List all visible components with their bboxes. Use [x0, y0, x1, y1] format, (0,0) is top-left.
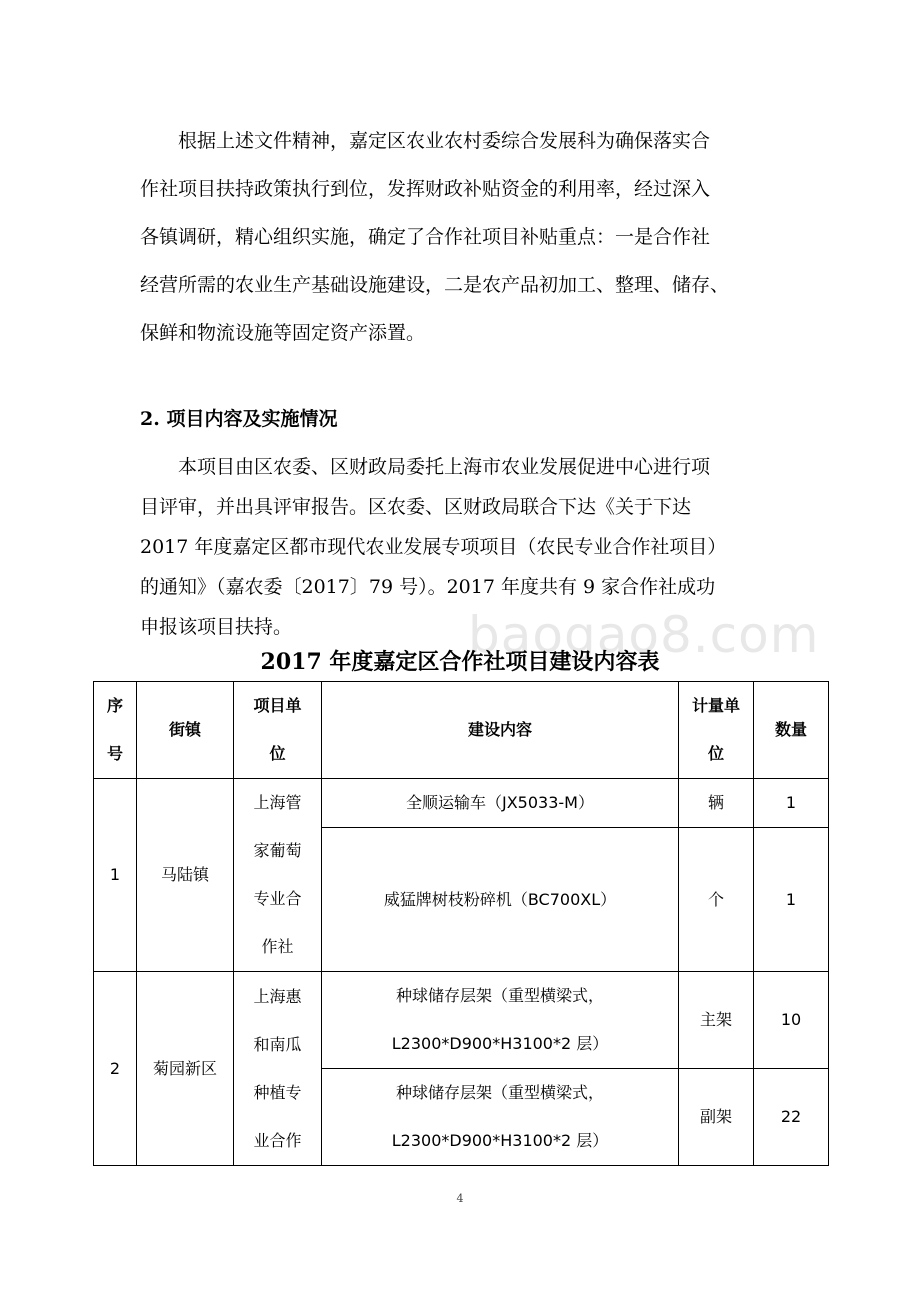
watermark: baogao8.com: [468, 606, 820, 664]
cell-no: 2: [94, 972, 137, 1166]
paragraph-line: 目评审，并出具评审报告。区农委、区财政局联合下达《关于下达: [140, 496, 692, 518]
cell-town: 菊园新区: [137, 972, 234, 1166]
cell-qty: 1: [754, 779, 829, 828]
cell-content: 全顺运输车（JX5033-M）: [322, 779, 679, 828]
cell-content: 种球储存层架（重型横梁式， L2300*D900*H3100*2 层）: [322, 1069, 679, 1166]
header-content: 建设内容: [322, 682, 679, 779]
cell-measure: 副架: [679, 1069, 754, 1166]
paragraph-line: 各镇调研，精心组织实施，确定了合作社项目补贴重点：一是合作社: [140, 226, 711, 248]
cell-content: 威猛牌树枝粉碎机（BC700XL）: [322, 828, 679, 972]
cell-qty: 10: [754, 972, 829, 1069]
paragraph-line: 经营所需的农业生产基础设施建设，二是农产品初加工、整理、储存、: [140, 274, 730, 296]
cell-qty: 1: [754, 828, 829, 972]
paragraph-line: 本项目由区农委、区财政局委托上海市农业发展促进中心进行项: [178, 456, 711, 478]
project-table: [93, 681, 829, 1166]
cell-measure: 辆: [679, 779, 754, 828]
header-qty: 数量: [754, 682, 829, 779]
cell-measure: 主架: [679, 972, 754, 1069]
cell-town: 马陆镇: [137, 779, 234, 972]
cell-unit: 上海管 家葡萄 专业合 作社: [234, 779, 322, 972]
paragraph-line: 的通知》（嘉农委〔2017〕79 号）。2017 年度共有 9 家合作社成功: [140, 576, 716, 598]
cell-qty: 22: [754, 1069, 829, 1166]
paragraph-line: 作社项目扶持政策执行到位，发挥财政补贴资金的利用率，经过深入: [140, 178, 711, 200]
cell-no: 1: [94, 779, 137, 972]
cell-content: 种球储存层架（重型横梁式， L2300*D900*H3100*2 层）: [322, 972, 679, 1069]
section-heading: 2. 项目内容及实施情况: [140, 408, 338, 430]
cell-unit: 上海惠 和南瓜 种植专 业合作: [234, 972, 322, 1166]
table-row: [94, 779, 829, 828]
header-measure: 计量单 位: [679, 682, 754, 779]
paragraph-line: 根据上述文件精神，嘉定区农业农村委综合发展科为确保落实合: [178, 130, 711, 152]
header-no: 序 号: [94, 682, 137, 779]
cell-measure: 个: [679, 828, 754, 972]
header-unit: 项目单 位: [234, 682, 322, 779]
table-header-row: [94, 682, 829, 779]
paragraph-line: 保鲜和物流设施等固定资产添置。: [140, 322, 426, 344]
table-row: [94, 972, 829, 1069]
paragraph-line: 申报该项目扶持。: [140, 616, 293, 638]
header-town: 街镇: [137, 682, 234, 779]
paragraph-line: 2017 年度嘉定区都市现代农业发展专项项目（农民专业合作社项目）: [140, 536, 727, 558]
page-number: 4: [456, 1192, 464, 1205]
table-title: 2017 年度嘉定区合作社项目建设内容表: [260, 649, 660, 675]
